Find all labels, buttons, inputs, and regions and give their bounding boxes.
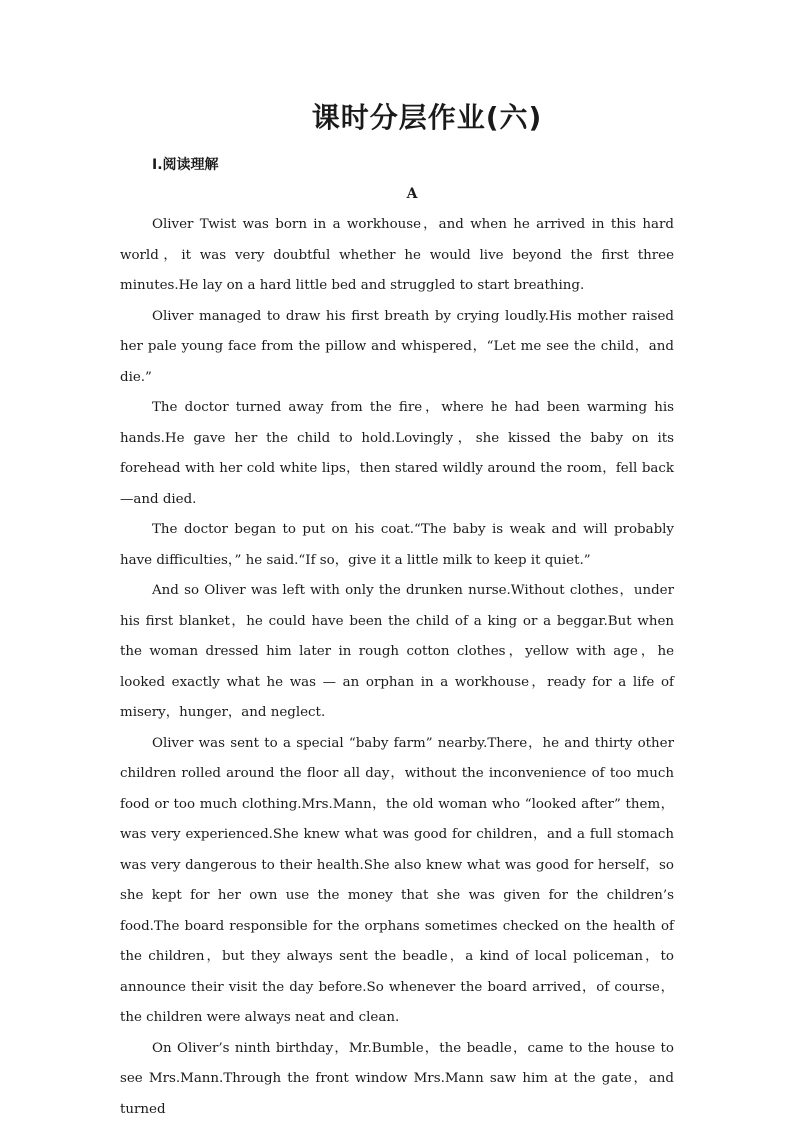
paragraph: The doctor began to put on his coat.“The baby is weak and will probably have difficulties，” he said.“If so，give it a little milk to keep it quiet.” xyxy=(120,515,674,576)
section-heading: Ⅰ.阅读理解 xyxy=(152,154,219,174)
passage-label: A xyxy=(0,186,794,202)
paragraph: Oliver was sent to a special “baby farm” nearby.There，he and thirty other children rolled around the floor all day，without the inconvenience of too much food or too much clothing.Mrs.Mann，the old woman who “looked after” them，was very experienced.She knew what was good for children，and a full stomach was very dangerous to their health.She also knew what was good for herself，so she kept for her own use the money that she was given for the children’s food.The board responsible for the orphans sometimes checked on the health of the children，but they always sent the beadle，a kind of local policeman，to announce their visit the day before.So whenever the board arrived，of course，the children were always neat and clean. xyxy=(120,729,674,1034)
paragraph: And so Oliver was left with only the drunken nurse.Without clothes，under his first blanket，he could have been the child of a king or a beggar.But when the woman dressed him later in rough cotton clothes，yellow with age，he looked exactly what he was — an orphan in a workhouse，ready for a life of misery，hunger，and neglect. xyxy=(120,576,674,729)
paragraph: The doctor turned away from the fire，where he had been warming his hands.He gave her the child to hold.Lovingly，she kissed the baby on its forehead with her cold white lips，then stared wildly around the room，fell back—and died. xyxy=(120,393,674,515)
paragraph: On Oliver’s ninth birthday，Mr.Bumble，the beadle，came to the house to see Mrs.Mann.Through the front window Mrs.Mann saw him at the gate，and turned xyxy=(120,1034,674,1125)
page-title: 课时分层作业(六) xyxy=(0,96,794,136)
passage-body xyxy=(120,210,674,1125)
paragraph: Oliver Twist was born in a workhouse，and when he arrived in this hard world，it was very doubtful whether he would live beyond the first three minutes.He lay on a hard little bed and struggled to start breathing. xyxy=(120,210,674,302)
paragraph: Oliver managed to draw his first breath by crying loudly.His mother raised her pale young face from the pillow and whispered，“Let me see the child，and die.” xyxy=(120,302,674,394)
